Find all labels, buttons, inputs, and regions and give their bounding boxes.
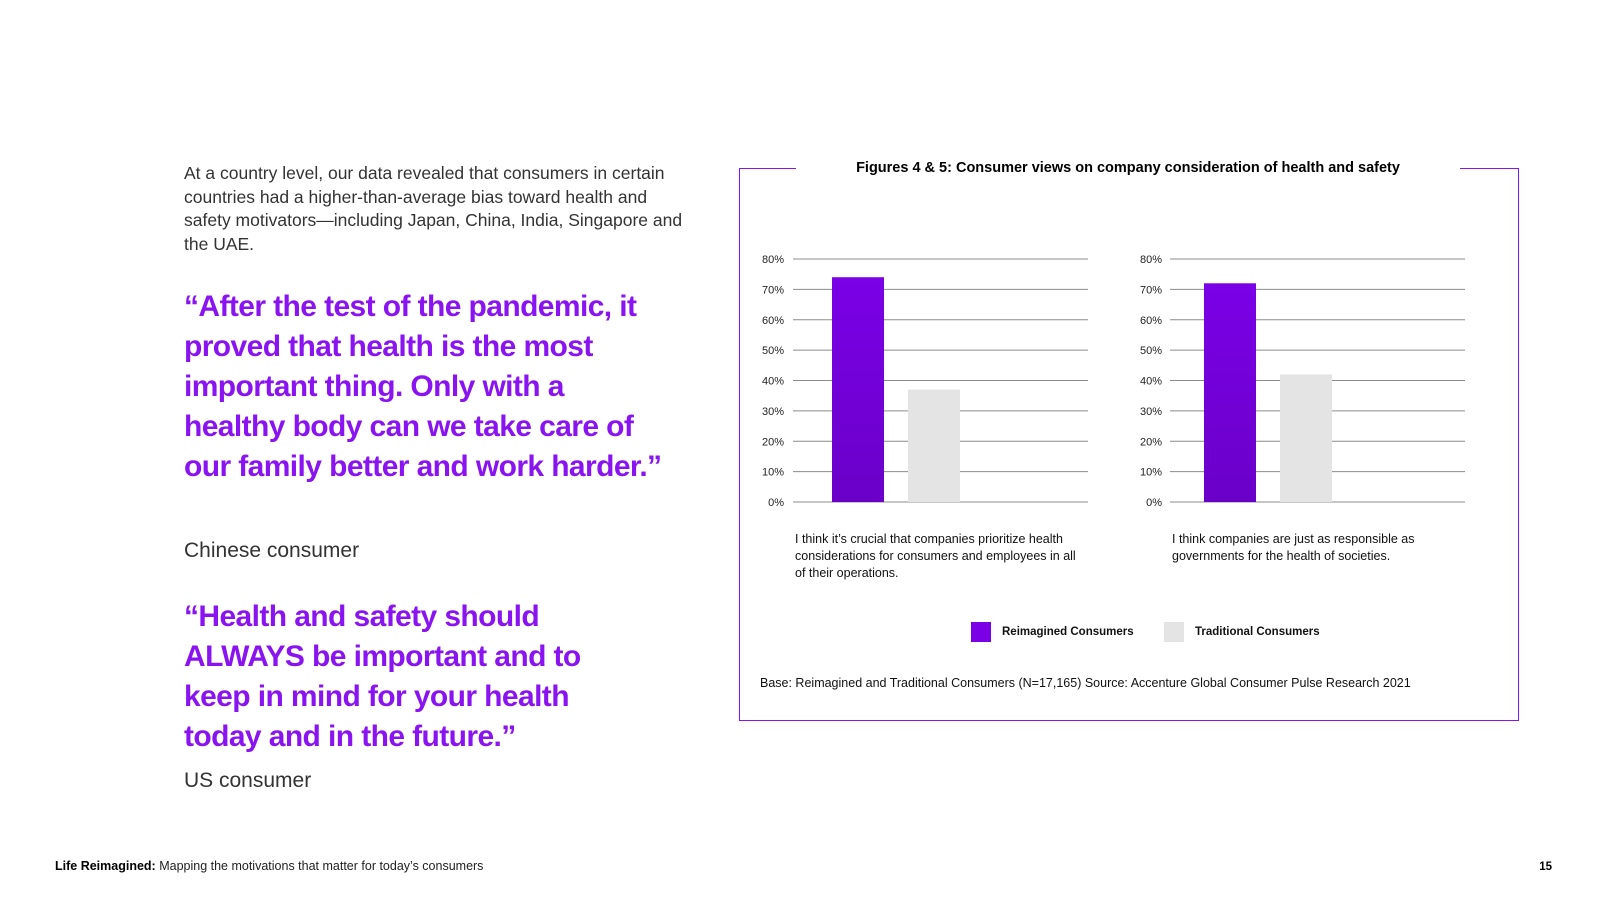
chart-2-bar-reimagined xyxy=(1204,283,1256,502)
legend-swatch-traditional xyxy=(1164,622,1184,642)
chart-2-ytick-label: 20% xyxy=(1139,436,1162,449)
chart-2-ytick-label: 80% xyxy=(1139,254,1162,266)
chart-1-caption: I think it’s crucial that companies prioritize health considerations for consumers and employees in all of their operations. xyxy=(795,532,1076,580)
intro-paragraph: At a country level, our data revealed that consumers in certain countries had a higher-than-average bias toward health and safety motivators—including Japan, China, India, Singapore and the UAE. xyxy=(184,163,683,254)
chart-1-ytick-label: 40% xyxy=(761,375,784,388)
quote-attribution-us: US consumer xyxy=(184,769,312,792)
chart-2-ytick-label: 0% xyxy=(1146,497,1162,509)
chart-1-ytick-label: 20% xyxy=(761,436,784,449)
legend-label-traditional: Traditional Consumers xyxy=(1195,626,1320,638)
chart-1-ytick-label: 70% xyxy=(761,284,784,297)
quote-us-consumer: “Health and safety should ALWAYS be important and to keep in mind for your health today and in the future.” xyxy=(184,600,581,753)
chart-1-ytick-label: 30% xyxy=(761,405,784,418)
footer xyxy=(55,859,483,873)
chart-1-ytick-label: 10% xyxy=(761,466,784,479)
legend-swatch-reimagined xyxy=(971,622,991,642)
quote-attribution-chinese: Chinese consumer xyxy=(184,539,360,562)
chart-1-ytick-label: 50% xyxy=(761,345,784,358)
page-number: 15 xyxy=(1539,861,1552,873)
footer-subtitle: Mapping the motivations that matter for today’s consumers xyxy=(159,859,484,873)
chart-2-ytick-label: 50% xyxy=(1139,345,1162,358)
footer-title: Life Reimagined: xyxy=(55,859,156,873)
chart-2-bar-traditional xyxy=(1280,374,1332,502)
figure-title: Figures 4 & 5: Consumer views on company consideration of health and safety xyxy=(796,156,1460,180)
quote-chinese-consumer: “After the test of the pandemic, it proved that health is the most important thing. Only with a healthy body can we take care of our family better and work harder.” xyxy=(184,290,662,483)
legend-item-reimagined xyxy=(971,622,1134,642)
chart-2-ytick-label: 60% xyxy=(1139,314,1162,327)
base-source-note: Base: Reimagined and Traditional Consumers (N=17,165) Source: Accenture Global Consumer Pulse Research 2021 xyxy=(760,676,1411,690)
legend-item-traditional xyxy=(1164,622,1320,642)
chart-1-ytick-label: 80% xyxy=(761,254,784,266)
chart-1-bar-traditional xyxy=(908,390,960,502)
chart-1-bar-reimagined xyxy=(832,277,884,502)
chart-1-ytick-label: 0% xyxy=(768,497,784,509)
chart-2-ytick-label: 40% xyxy=(1139,375,1162,388)
chart-2-ytick-label: 10% xyxy=(1139,466,1162,479)
chart-2-ytick-label: 30% xyxy=(1139,405,1162,418)
chart-1-ytick-label: 60% xyxy=(761,314,784,327)
chart-2-ytick-label: 70% xyxy=(1139,284,1162,297)
chart-2-caption: I think companies are just as responsible as governments for the health of societies. xyxy=(1172,532,1415,563)
legend-label-reimagined: Reimagined Consumers xyxy=(1002,626,1134,638)
